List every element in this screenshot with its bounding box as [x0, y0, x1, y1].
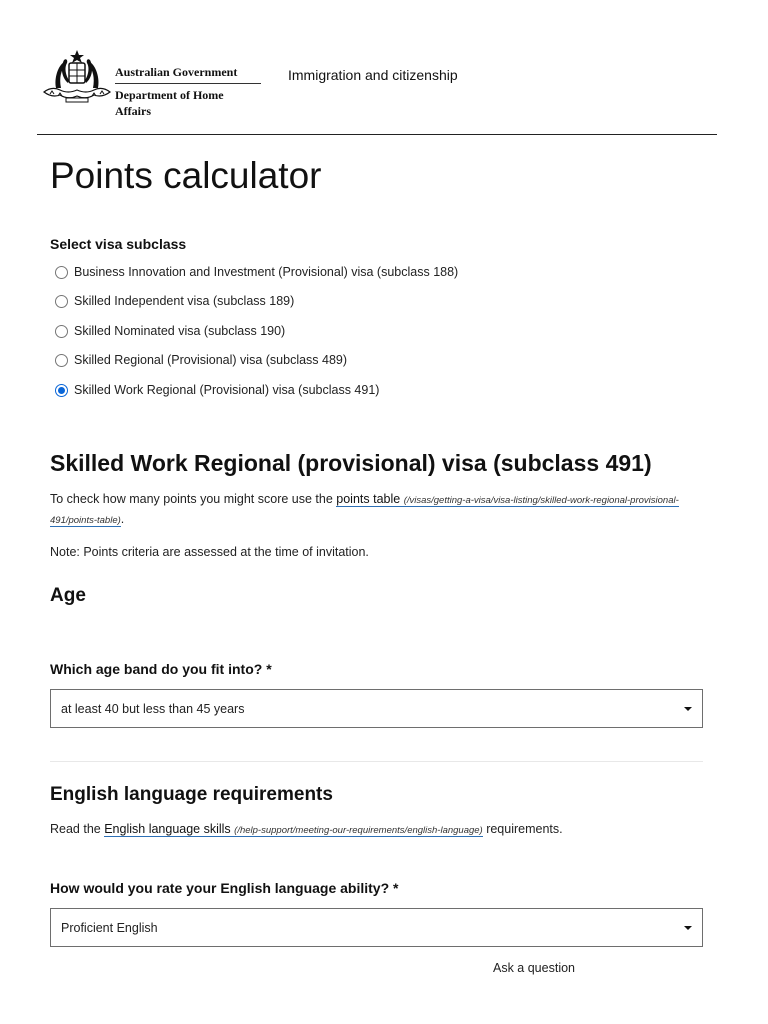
radio-button-489[interactable]: [55, 354, 68, 367]
intro-prefix: To check how many points you might score use the: [50, 492, 337, 506]
department-name: Department of Home Affairs: [115, 88, 224, 118]
radio-button-189[interactable]: [55, 295, 68, 308]
site-header: [0, 0, 768, 136]
radio-label-489[interactable]: Skilled Regional (Provisional) visa (subclass 489): [74, 353, 348, 367]
english-ability-select[interactable]: [50, 908, 703, 947]
radio-option-189[interactable]: [55, 292, 294, 310]
radio-option-491[interactable]: [55, 381, 379, 399]
english-skills-link[interactable]: [104, 822, 483, 837]
intro-suffix: .: [120, 512, 125, 526]
site-title-link[interactable]: Immigration and citizenship: [288, 67, 458, 83]
radio-label-491[interactable]: Skilled Work Regional (Provisional) visa (subclass 491): [74, 383, 380, 397]
radio-label-189[interactable]: Skilled Independent visa (subclass 189): [74, 294, 295, 308]
english-skills-link-url[interactable]: (/help-support/meeting-our-requirements/english-language): [234, 825, 483, 836]
section-divider: [50, 761, 703, 762]
ask-a-question-button[interactable]: Ask a question: [493, 961, 575, 975]
coat-of-arms-icon[interactable]: [42, 48, 112, 104]
age-question-label: Which age band do you fit into? *: [50, 661, 272, 677]
points-table-link-url[interactable]: (/visas/getting-a-visa/visa-listing/skilled-work-regional-provisional-491/points-table): [50, 495, 679, 526]
english-ability-value: Proficient English: [61, 920, 158, 935]
english-skills-link-text[interactable]: English language skills: [104, 822, 231, 836]
header-divider: [37, 134, 717, 135]
visa-subclass-legend: Select visa subclass: [50, 236, 187, 252]
radio-option-188[interactable]: [55, 263, 458, 281]
caret-down-icon: [684, 926, 692, 930]
radio-option-489[interactable]: [55, 351, 347, 369]
radio-button-491[interactable]: [55, 384, 68, 397]
radio-button-190[interactable]: [55, 325, 68, 338]
english-heading: English language requirements: [50, 784, 333, 805]
page-title: Points calculator: [50, 155, 322, 196]
english-question-label: How would you rate your English language ability? *: [50, 880, 399, 896]
points-table-intro: [50, 490, 690, 530]
read-prefix: Read the: [50, 822, 105, 836]
radio-option-190[interactable]: [55, 322, 285, 340]
age-band-select[interactable]: [50, 689, 703, 728]
points-note: Note: Points criteria are assessed at the time of invitation.: [50, 545, 369, 559]
age-band-value: at least 40 but less than 45 years: [61, 701, 245, 716]
radio-label-190[interactable]: Skilled Nominated visa (subclass 190): [74, 324, 286, 338]
visa-section-title: Skilled Work Regional (provisional) visa (subclass 491): [50, 450, 652, 476]
government-name: Australian Government: [115, 65, 238, 79]
government-logo-text[interactable]: [115, 64, 261, 119]
radio-button-188[interactable]: [55, 266, 68, 279]
read-suffix: requirements.: [482, 822, 563, 836]
logo-divider: [115, 83, 261, 84]
caret-down-icon: [684, 707, 692, 711]
english-read-paragraph: [50, 820, 690, 840]
radio-label-188[interactable]: Business Innovation and Investment (Provisional) visa (subclass 188): [74, 265, 459, 279]
points-table-link-text[interactable]: points table: [336, 492, 401, 506]
age-heading: Age: [50, 585, 86, 606]
